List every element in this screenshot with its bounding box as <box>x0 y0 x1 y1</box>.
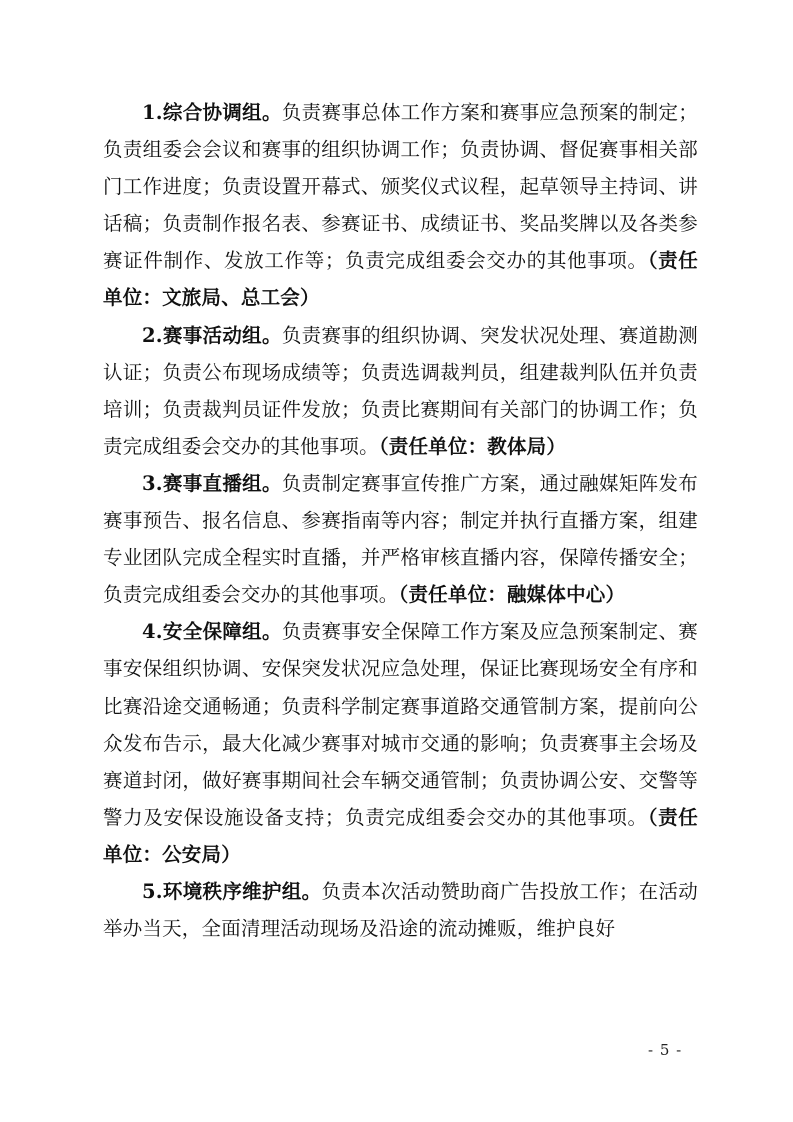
responsibility-unit: （责任单位：公安局） <box>103 805 698 866</box>
section-body: 负责赛事总体工作方案和赛事应急预案的制定；负责组委会会议和赛事的组织协调工作；负责协调、督促赛事相关部门工作进度；负责设置开幕式、颁奖仪式议程，起草领导主持词、讲话稿；负责制作报名表、参赛证书、成绩证书、奖品奖牌以及各类参赛证件制作、发放工作等；负责完成组委会交办的其他事项。 <box>103 101 698 273</box>
section-environment-order <box>103 873 698 947</box>
section-body: 负责赛事的组织协调、突发状况处理、赛道勘测认证；负责公布现场成绩等；负责选调裁判员，组建裁判队伍并负责培训；负责裁判员证件发放；负责比赛期间有关部门的协调工作；负责完成组委会交办的其他事项。 <box>103 323 698 458</box>
section-heading: 2.赛事活动组。 <box>142 323 282 347</box>
document-body <box>103 94 698 947</box>
responsibility-unit: （责任单位：融媒体中心） <box>398 583 626 607</box>
section-security <box>103 613 698 873</box>
section-comprehensive-coordination <box>103 94 698 317</box>
section-live-broadcast <box>103 465 698 613</box>
section-heading: 4.安全保障组。 <box>142 620 282 644</box>
section-heading: 5.环境秩序维护组。 <box>142 879 322 903</box>
section-event-activities <box>103 317 698 465</box>
section-body: 负责赛事安全保障工作方案及应急预案制定、赛事安保组织协调、安保突发状况应急处理，保证比赛现场安全有序和比赛沿途交通畅通；负责科学制定赛事道路交通管制方案，提前向公众发布告示，最大化减少赛事对城市交通的影响；负责赛事主会场及赛道封闭，做好赛事期间社会车辆交通管制；负责协调公安、交警等警力及安保设施设备支持；负责完成组委会交办的其他事项。 <box>103 620 698 829</box>
page-number: - 5 - <box>648 1041 683 1059</box>
section-body: 负责本次活动赞助商广告投放工作；在活动举办当天，全面清理活动现场及沿途的流动摊贩，维护良好 <box>103 879 698 941</box>
responsibility-unit: （责任单位：教体局） <box>378 434 567 458</box>
section-body: 负责制定赛事宣传推广方案，通过融媒矩阵发布赛事预告、报名信息、参赛指南等内容；制定并执行直播方案，组建专业团队完成全程实时直播，并严格审核直播内容，保障传播安全；负责完成组委会交办的其他事项。 <box>103 471 698 607</box>
section-heading: 3.赛事直播组。 <box>142 471 282 495</box>
responsibility-unit: （责任单位：文旅局、总工会） <box>103 249 698 310</box>
section-heading: 1.综合协调组。 <box>142 101 282 124</box>
